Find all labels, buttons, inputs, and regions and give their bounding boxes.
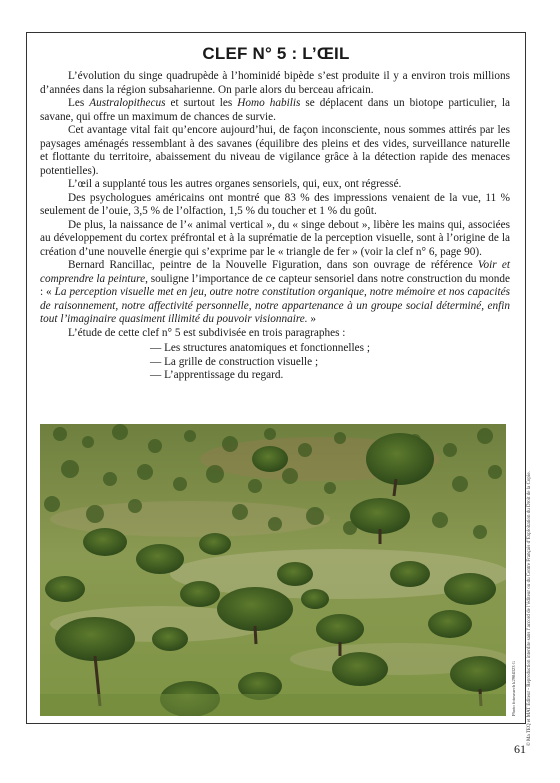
paragraph-4: L’œil a supplanté tous les autres organes sensoriels, qui, eux, ont régressé. <box>68 178 402 190</box>
paragraph-2 <box>40 97 510 124</box>
paragraph-2-part-c: se déplacent dans un biotope particulier, la savane, qui offre un maximum de chances de survie. <box>40 97 510 123</box>
photo-credit: Photo fotosearch k2984323 G <box>511 661 516 716</box>
savanna-photo <box>40 424 506 716</box>
paragraph-7-part-c: » <box>307 313 317 325</box>
paragraph-3: Cet avantage vital fait qu’encore aujourd’hui, de façon inconsciente, nous sommes attirés par les paysages aménagés ressemblant à des savanes (équilibre des pleins et des vides, surveillance naturelle et flottante du territoire, abaissement du niveau de vigilance grâce à la détection rapide des menaces potentielles). <box>40 124 510 177</box>
paragraph-1: L’évolution du singe quadrupède à l’hominidé bipède s’est produite il y a environ trois millions d’années dans la région subsaharienne. On parle alors du berceau africain. <box>40 70 510 96</box>
paragraph-7-part-b: , souligne l’importance de ce capteur sensoriel dans notre construction du monde : « <box>40 272 510 298</box>
savanna-landscape-image <box>40 424 506 716</box>
paragraph-7 <box>40 259 510 327</box>
subdivision-list <box>40 342 510 383</box>
species-australopithecus: Australopithecus <box>89 97 166 109</box>
copyright-notice: © Ma TEQ et MAT Editeur - Reproduction interdite sans l’accord de l’éditeur ou du Centre Français d’Exploitation du Droit de la Copie. <box>527 471 532 746</box>
list-item: — Les structures anatomiques et fonctionnelles ; <box>150 342 370 354</box>
list-item: — L’apprentissage du regard. <box>150 369 284 381</box>
page-number: 61 <box>514 742 526 756</box>
page-title: CLEF N° 5 : L’ŒIL <box>202 44 350 63</box>
paragraph-7-part-a: Bernard Rancillac, peintre de la Nouvelle Figuration, dans son ouvrage de référence <box>68 259 478 271</box>
quote: La perception visuelle met en jeu, outre notre constitution organique, notre mémoire et nos capacités de raisonnement, notre affectivité personnelle, notre appartenance à un groupe social déterminé, enfin tout l’imaginaire quasiment illimité du pouvoir visionnaire. <box>40 286 510 325</box>
list-item: — La grille de construction visuelle ; <box>150 355 319 368</box>
book-title: Voir et comprendre la peinture <box>40 259 510 285</box>
species-homo-habilis: Homo habilis <box>237 97 301 109</box>
paragraph-2-part-b: et surtout les <box>165 97 238 109</box>
body-text <box>40 70 510 383</box>
paragraph-6: De plus, la naissance de l’« animal vertical », du « singe debout », libère les mains qui, associées au développement du cortex préfrontal et à la suprématie de la perception visuelle, sont à l’origine de la création d’une nouvelle énergie qui s’exprime par le « triangle de fer » (voir la clef n° 6, page 90). <box>40 218 510 258</box>
paragraph-5: Des psychologues américains ont montré que 83 % des impressions venaient de la vue, 11 % seulement de l’ouie, 3,5 % de l’olfaction, 1,5 % du toucher et 1 % du goût. <box>40 191 510 217</box>
paragraph-8: L’étude de cette clef n° 5 est subdivisée en trois paragraphes : <box>68 326 346 339</box>
paragraph-2-part-a: Les <box>68 97 90 109</box>
